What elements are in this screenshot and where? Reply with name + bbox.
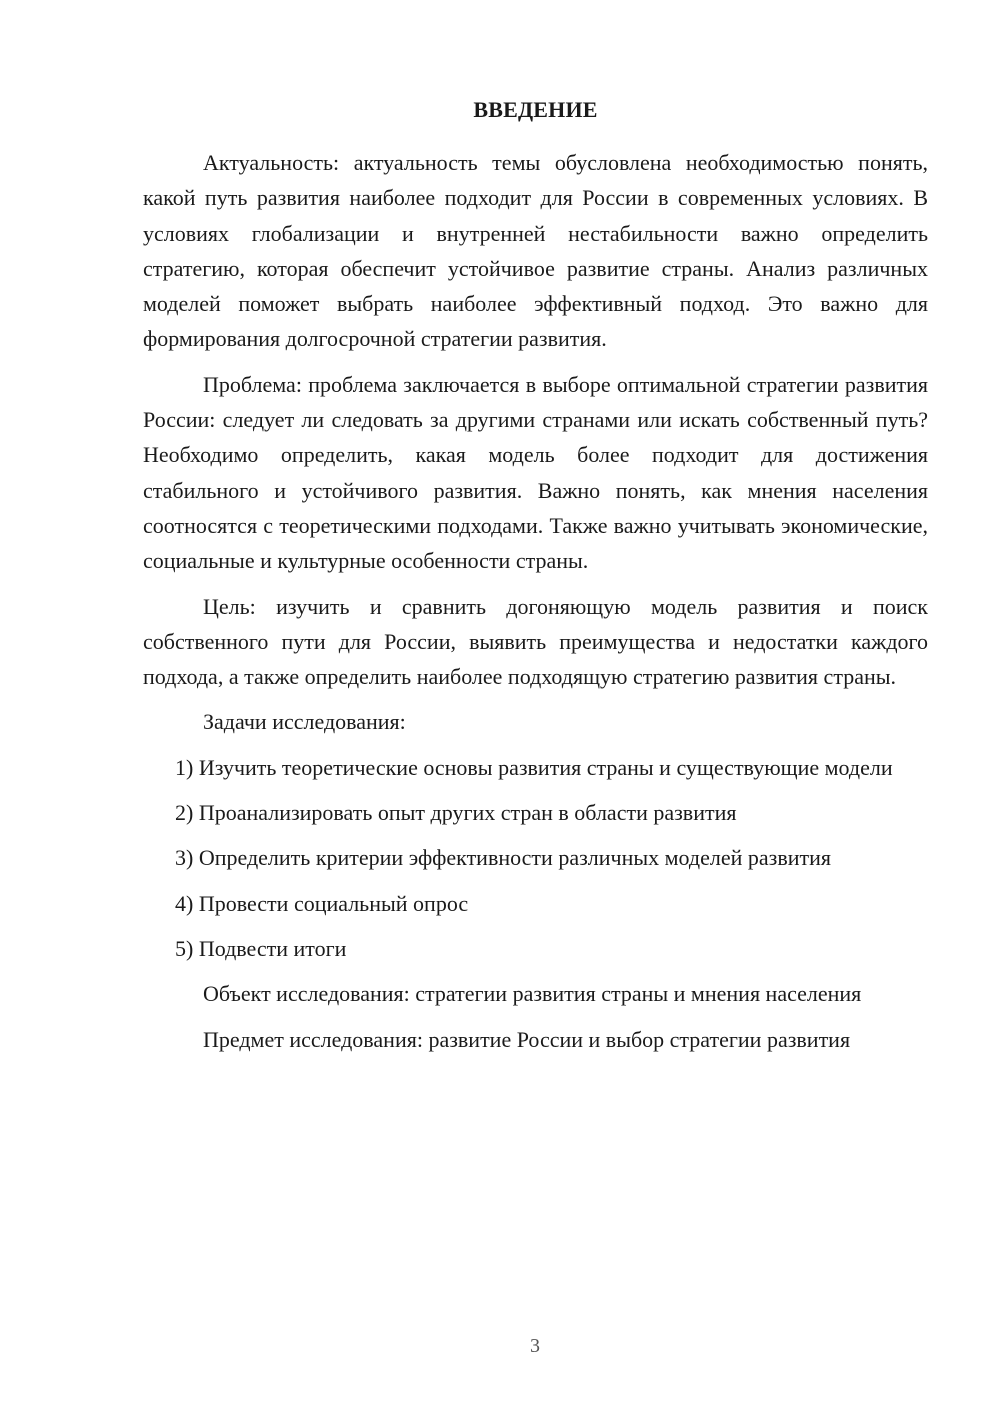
task-item: 5) Подвести итоги: [175, 935, 347, 961]
task-item: 2) Проанализировать опыт других стран в области развития: [175, 800, 737, 826]
research-subject-paragraph: Предмет исследования: развитие России и выбор стратегии развития: [203, 1026, 851, 1052]
document-page: [143, 95, 928, 1067]
research-object-paragraph: Объект исследования: стратегии развития страны и мнения населения: [203, 981, 862, 1007]
problem-paragraph: Проблема: проблема заключается в выборе оптимальной стратегии развития России: следует ли следовать за другими странами или искать собственный путь? Необходимо определить, какая модель более подходит для достижения стабильного и устойчивого развития. Важно понять, как мнения населения соотносятся с теоретическими подходами. Также важно учитывать экономические, социальные и культурные особенности страны.: [143, 371, 928, 574]
tasks-list: [143, 750, 928, 966]
task-item: 3) Определить критерии эффективности различных моделей развития: [175, 845, 832, 871]
goal-paragraph: Цель: изучить и сравнить догоняющую модель развития и поиск собственного пути для России, выявить преимущества и недостатки каждого подхода, а также определить наиболее подходящую стратегию развития страны.: [143, 593, 928, 690]
page-number: 3: [530, 1335, 540, 1357]
relevance-paragraph: Актуальность: актуальность темы обусловлена необходимостью понять, какой путь развития наиболее подходит для России в современных условиях. В условиях глобализации и внутренней нестабильности важно определить стратегию, которая обеспечит устойчивое развитие страны. Анализ различных моделей поможет выбрать наиболее эффективный подход. Это важно для формирования долгосрочной стратегии развития.: [143, 150, 928, 352]
section-heading: ВВЕДЕНИЕ: [473, 97, 598, 122]
task-item: 1) Изучить теоретические основы развития страны и существующие модели: [175, 754, 893, 780]
tasks-heading: Задачи исследования:: [203, 709, 406, 735]
task-item: 4) Провести социальный опрос: [175, 890, 469, 916]
